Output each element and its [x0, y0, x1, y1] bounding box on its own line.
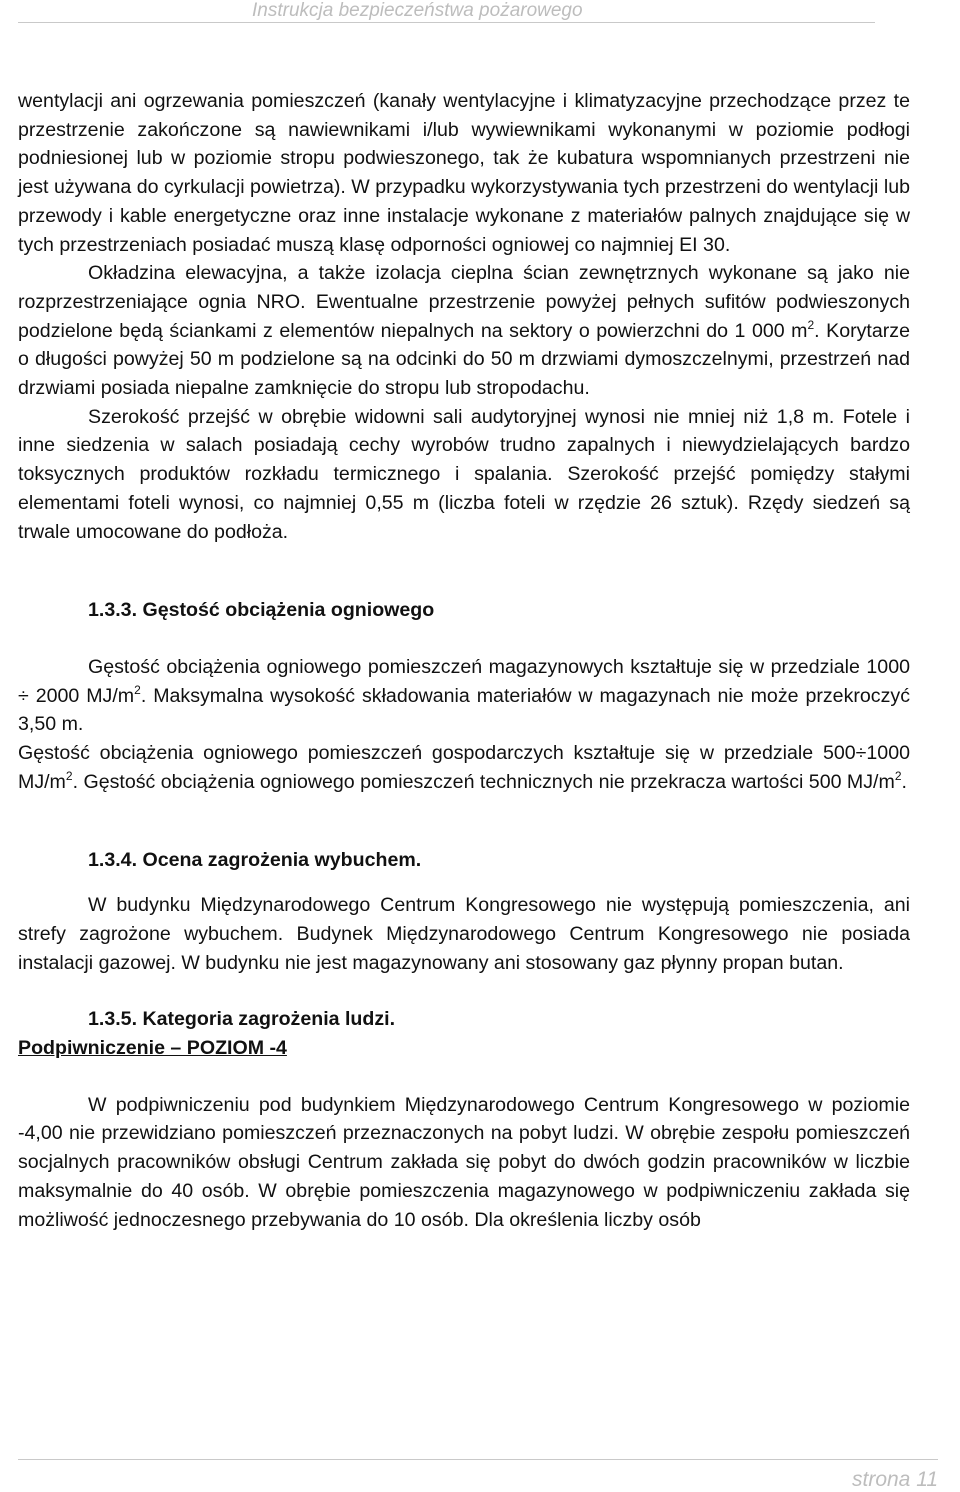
- subheading-basement: Podpiwniczenie – POZIOM -4: [18, 1036, 287, 1059]
- paragraph-explosion-risk: W budynku Międzynarodowego Centrum Kongresowego nie występują pomieszczenia, ani strefy zagrożone wybuchem. Budynek Międzynarodowego Centrum Kongresowego nie posiada instalacji gazowej. W budynku nie jest magazynowany ani stosowany gaz płynny propan butan.: [18, 894, 910, 974]
- utility-load-text-4: .: [901, 770, 907, 793]
- footer-divider: [18, 1459, 938, 1460]
- heading-1-3-5: 1.3.5. Kategoria zagrożenia ludzi.: [88, 1008, 396, 1031]
- storage-load-text-2: 2000 MJ/m: [28, 684, 135, 707]
- utility-load-text-3: . Gęstość obciążenia ogniowego pomieszczeń technicznych nie przekracza wartości 500 MJ/m: [72, 770, 895, 793]
- superscript: 2: [65, 768, 73, 783]
- storage-load-text-3: . Maksymalna wysokość składowania materiałów w magazynach nie może przekroczyć 3,50 m.: [18, 684, 910, 736]
- page-content: [18, 87, 910, 1234]
- utility-load-text-2: 1000 MJ/m: [18, 742, 910, 793]
- storage-load-text-1: Gęstość obciążenia ogniowego pomieszczeń magazynowych kształtuje się w przedziale 1000: [88, 655, 910, 678]
- paragraph-storage-load: [18, 653, 910, 739]
- division-sign: ÷: [18, 684, 29, 707]
- facade-text-1: Okładzina elewacyjna, a także izolacja cieplna ścian zewnętrznych wykonane są jako nie rozprzestrzeniające ognia NRO. Ewentualne przestrzenie powyżej pełnych sufitów podwieszonych podzielone będą ściankami z elementów niepalnych na sektory o powierzchni do 1 000 m: [18, 262, 910, 342]
- paragraph-facade: [18, 259, 910, 403]
- paragraph-ventilation: wentylacji ani ogrzewania pomieszczeń (kanały wentylacyjne i klimatyzacyjne przechodzące przez te przestrzenie zakończone są nawiewnikami i/lub wywiewnikami wykonanymi w poziomie podłogi podniesionej lub w poziomie stropu podwieszonego, tak że kubatura wspomnianych przestrzeni nie jest używana do cyrkulacji powietrza). W przypadku wykorzystywania tych przestrzeni do wentylacji lub przewody i kable energetyczne oraz inne instalacje wykonane z materiałów palnych znajdujące się w tych przestrzeniach posiadać muszą klasę odporności ogniowej co najmniej EI 30.: [18, 90, 910, 256]
- facade-text-2: . Korytarze o długości powyżej 50 m podzielone są na odcinki do 50 m drzwiami dymoszczelnymi, przestrzeń nad drzwiami posiada niepalne zamknięcie do stropu lub stropodachu.: [18, 319, 910, 400]
- division-sign: ÷: [855, 742, 867, 765]
- page-number: strona 11: [852, 1468, 938, 1491]
- header-divider: [18, 22, 875, 23]
- superscript: 2: [134, 682, 141, 697]
- heading-1-3-3: 1.3.3. Gęstość obciążenia ogniowego: [88, 599, 435, 622]
- paragraph-basement-occupancy: W podpiwniczeniu pod budynkiem Międzynarodowego Centrum Kongresowego w poziomie -4,00 nie przewidziano pomieszczeń przeznaczonych na pobyt ludzi. W obrębie zespołu pomieszczeń socjalnych pracowników obsługi Centrum zakłada się pobyt do dwóch godzin pracowników w liczbie maksymalnie do 40 osób. W obrębie pomieszczenia magazynowego w podpiwniczeniu zakłada się możliwość jednoczesnego przebywania do 10 osób. Dla określenia liczby osób: [18, 1093, 910, 1231]
- paragraph-utility-load: [18, 739, 910, 796]
- heading-1-3-4: 1.3.4. Ocena zagrożenia wybuchem.: [88, 849, 422, 872]
- superscript: 2: [807, 317, 815, 332]
- paragraph-auditorium: Szerokość przejść w obrębie widowni sali audytoryjnej wynosi nie mniej niż 1,8 m. Fotele i inne siedzenia w salach posiadają cechy wyrobów trudno zapalnych i niewydzielających bardzo toksycznych produktów rozkładu termicznego i spalania. Szerokość przejść pomiędzy stałymi elementami foteli wynosi, co najmniej 0,55 m (liczba foteli w rzędzie 26 sztuk). Rzędy siedzeń są trwale umocowane do podłoża.: [18, 405, 910, 543]
- superscript: 2: [894, 768, 902, 783]
- utility-load-text-1: Gęstość obciążenia ogniowego pomieszczeń gospodarczych kształtuje się w przedziale 500: [18, 742, 856, 765]
- document-title: Instrukcja bezpieczeństwa pożarowego: [252, 0, 583, 21]
